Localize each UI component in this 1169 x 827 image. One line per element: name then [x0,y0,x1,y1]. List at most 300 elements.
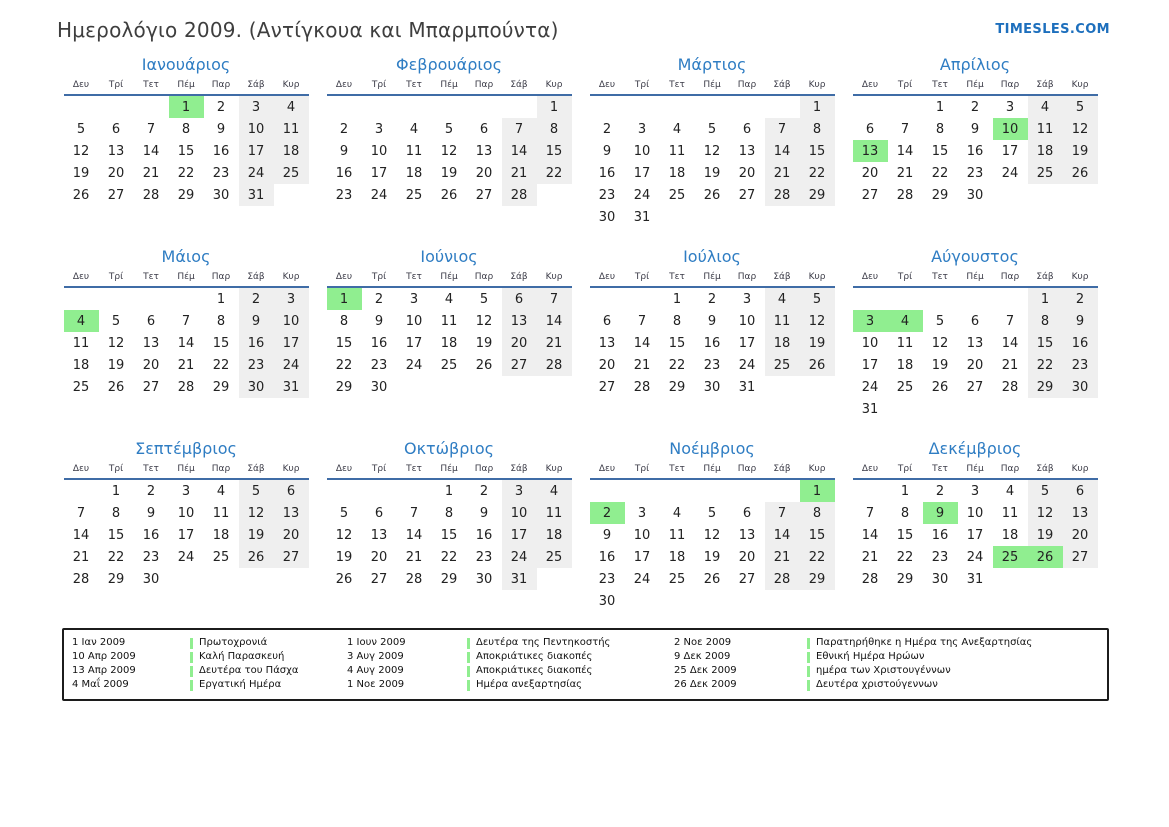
week-row [853,398,1098,420]
day-cell: 5 [239,479,274,502]
month-2 [325,56,573,228]
day-cell: 25 [274,162,309,184]
day-cell: 9 [239,310,274,332]
day-cell: 17 [633,165,651,181]
day-cell: 16 [335,165,353,181]
day-cell: 13 [107,143,125,159]
weekday-header: Πέμ [958,464,993,479]
day-cell: 31 [502,568,537,590]
empty-cell [327,479,362,502]
day-cell: 19 [703,549,721,565]
week-row [853,332,1098,354]
day-cell: 23 [598,187,616,203]
week-row [64,184,309,206]
day-cell: 13 [598,335,616,351]
weekday-header: Παρ [993,464,1028,479]
day-cell: 3 [637,505,647,521]
day-cell: 15 [107,527,125,543]
legend-labels-column [190,636,347,692]
holiday-marker-icon [467,638,470,649]
empty-cell [800,376,835,398]
weekday-header: Κυρ [274,80,309,95]
day-cell: 25 [72,379,90,395]
empty-cell [765,95,800,118]
week-row [590,568,835,590]
day-cell: 15 [537,140,572,162]
empty-cell [1063,398,1098,420]
day-cell: 17 [177,527,195,543]
weekday-header: Τετ [397,464,432,479]
week-row [64,162,309,184]
day-cell: 25 [440,357,458,373]
day-cell: 24 [1001,165,1019,181]
day-cell: 20 [738,549,756,565]
legend-entry [807,636,1099,650]
day-cell: 28 [177,379,195,395]
day-cell: 21 [537,332,572,354]
day-cell: 27 [966,379,984,395]
day-cell: 18 [896,357,914,373]
day-cell: 2 [602,121,612,137]
day-cell: 13 [966,335,984,351]
weekday-header: Τρί [625,80,660,95]
day-cell: 4 [274,95,309,118]
weekday-header: Τρί [362,464,397,479]
day-cell: 3 [637,121,647,137]
day-cell: 25 [537,546,572,568]
day-cell: 28 [765,568,800,590]
legend-labels-column [467,636,674,692]
day-cell: 3 [742,291,752,307]
month-6 [325,248,573,420]
day-cell: 10 [239,118,274,140]
day-cell: 22 [440,549,458,565]
day-cell: 10 [370,143,388,159]
day-cell: 15 [800,524,835,546]
empty-cell [169,287,204,310]
day-cell: 11 [765,310,800,332]
month-5 [62,248,310,420]
holiday-marker-icon [190,652,193,663]
day-cell: 29 [1028,376,1063,398]
weekday-header: Κυρ [800,464,835,479]
empty-cell [993,287,1028,310]
day-cell: 21 [72,549,90,565]
day-cell: 30 [931,571,949,587]
day-cell: 28 [405,571,423,587]
day-cell: 12 [800,310,835,332]
week-row [327,479,572,502]
legend-label: ημέρα των Χριστουγέννων [816,665,951,676]
week-row [64,502,309,524]
day-cell: 6 [374,505,384,521]
page-title: Ημερολόγιο 2009. (Αντίγκουα και Μπαρμπούντα) [57,18,559,42]
week-row [64,568,309,590]
day-cell: 5 [1028,479,1063,502]
day-cell: 1 [672,291,682,307]
day-cell: 1 [900,483,910,499]
legend-entry [467,664,674,678]
day-cell: 14 [896,143,914,159]
week-row [590,162,835,184]
day-cell: 10 [177,505,195,521]
day-cell: 30 [703,379,721,395]
empty-cell [625,95,660,118]
day-cell: 2 [479,483,489,499]
week-row [327,332,572,354]
weekday-header: Πέμ [695,272,730,287]
weekday-header: Τρί [888,272,923,287]
day-cell: 16 [239,332,274,354]
holiday-marker-icon [807,652,810,663]
weekday-header: Παρ [467,272,502,287]
month-title: Ιούλιος [683,247,741,266]
holiday-day-cell: 4 [888,310,923,332]
day-cell: 20 [142,357,160,373]
day-cell: 17 [861,357,879,373]
day-cell: 10 [738,313,756,329]
day-cell: 6 [742,505,752,521]
page-header [0,0,1169,42]
month-title: Αύγουστος [931,247,1019,266]
day-cell: 15 [896,527,914,543]
day-cell: 7 [181,313,191,329]
empty-cell [274,568,309,590]
day-cell: 24 [370,187,388,203]
weekday-header: Πέμ [695,80,730,95]
day-cell: 31 [861,401,879,417]
weekday-header: Δευ [853,80,888,95]
day-cell: 10 [502,502,537,524]
day-cell: 28 [633,379,651,395]
month-grid [327,272,572,398]
day-cell: 24 [177,549,195,565]
week-row [590,590,835,612]
month-grid [853,464,1098,590]
week-row [853,162,1098,184]
day-cell: 25 [668,571,686,587]
day-cell: 13 [502,310,537,332]
week-row [853,546,1098,568]
month-grid [327,80,572,206]
empty-cell [695,590,730,612]
day-cell: 8 [216,313,226,329]
weekday-header: Σάβ [502,80,537,95]
weekday-header: Παρ [467,464,502,479]
legend-entry [190,650,347,664]
holiday-marker-icon [807,680,810,691]
day-cell: 6 [274,479,309,502]
day-cell: 8 [900,505,910,521]
day-cell: 1 [111,483,121,499]
empty-cell [625,287,660,310]
weekday-header: Τρί [362,80,397,95]
day-cell: 22 [896,549,914,565]
weekday-header: Τρί [625,272,660,287]
day-cell: 6 [146,313,156,329]
day-cell: 19 [475,335,493,351]
empty-cell [537,184,572,206]
day-cell: 18 [405,165,423,181]
holiday-marker-icon [190,666,193,677]
holiday-day-cell: 25 [993,546,1028,568]
legend-label: Αποκριάτικες διακοπές [476,665,593,676]
legend-label: Καλή Παρασκευή [199,651,285,662]
legend-date: 13 Απρ 2009 [72,665,136,676]
day-cell: 5 [479,291,489,307]
weekday-header: Παρ [204,272,239,287]
weekday-header: Σάβ [1028,464,1063,479]
day-cell: 2 [239,287,274,310]
month-title: Ιούνιος [420,247,478,266]
weekday-header: Δευ [853,272,888,287]
day-cell: 12 [440,143,458,159]
empty-cell [800,206,835,228]
day-cell: 5 [707,505,717,521]
day-cell: 14 [405,527,423,543]
day-cell: 7 [765,502,800,524]
day-cell: 14 [502,140,537,162]
day-cell: 15 [668,335,686,351]
day-cell: 9 [339,143,349,159]
empty-cell [958,287,993,310]
day-cell: 12 [1028,502,1063,524]
legend-label: Πρωτοχρονιά [199,637,268,648]
holiday-marker-icon [467,652,470,663]
day-cell: 9 [707,313,717,329]
empty-cell [64,479,99,502]
empty-cell [362,95,397,118]
day-cell: 20 [598,357,616,373]
day-cell: 19 [440,165,458,181]
day-cell: 26 [1063,162,1098,184]
day-cell: 19 [239,524,274,546]
empty-cell [397,376,432,398]
day-cell: 27 [598,379,616,395]
day-cell: 13 [738,527,756,543]
month-title: Μάρτιος [677,55,747,74]
day-cell: 6 [865,121,875,137]
legend-entry [190,678,347,692]
day-cell: 5 [444,121,454,137]
weekday-header: Τρί [625,464,660,479]
holiday-day-cell: 9 [923,502,958,524]
week-row [590,310,835,332]
empty-cell [625,479,660,502]
empty-cell [730,479,765,502]
empty-cell [362,479,397,502]
week-row [327,118,572,140]
day-cell: 16 [370,335,388,351]
holiday-day-cell: 1 [327,287,362,310]
day-cell: 4 [216,483,226,499]
holiday-marker-icon [190,638,193,649]
empty-cell [537,568,572,590]
day-cell: 28 [896,187,914,203]
day-cell: 28 [142,187,160,203]
day-cell: 11 [668,143,686,159]
weekday-header: Σάβ [239,464,274,479]
day-cell: 23 [142,549,160,565]
week-row [327,568,572,590]
day-cell: 18 [212,527,230,543]
day-cell: 23 [703,357,721,373]
holiday-marker-icon [467,680,470,691]
week-row [590,502,835,524]
day-cell: 21 [502,162,537,184]
weekday-header: Τετ [134,272,169,287]
empty-cell [923,398,958,420]
empty-cell [695,206,730,228]
site-link[interactable]: TIMESLES.COM [995,22,1110,37]
legend-entry [190,636,347,650]
day-cell: 28 [502,184,537,206]
week-row [853,287,1098,310]
day-cell: 28 [72,571,90,587]
week-row [590,140,835,162]
day-cell: 18 [72,357,90,373]
day-cell: 10 [633,527,651,543]
day-cell: 20 [502,332,537,354]
weekday-header: Τετ [660,80,695,95]
day-cell: 27 [274,546,309,568]
holiday-day-cell: 26 [1028,546,1063,568]
day-cell: 7 [1005,313,1015,329]
day-cell: 11 [72,335,90,351]
empty-cell [660,479,695,502]
week-row [327,502,572,524]
legend-entry [467,650,674,664]
day-cell: 11 [274,118,309,140]
day-cell: 19 [72,165,90,181]
weekday-header: Παρ [730,464,765,479]
day-cell: 28 [1001,379,1019,395]
day-cell: 11 [1028,118,1063,140]
day-cell: 18 [274,140,309,162]
weekday-header: Κυρ [1063,272,1098,287]
empty-cell [397,95,432,118]
day-cell: 26 [107,379,125,395]
week-row [853,568,1098,590]
empty-cell [765,206,800,228]
holiday-legend [62,628,1109,701]
day-cell: 12 [335,527,353,543]
week-row [590,479,835,502]
empty-cell [660,590,695,612]
day-cell: 24 [966,549,984,565]
day-cell: 29 [800,184,835,206]
day-cell: 21 [861,549,879,565]
day-cell: 8 [537,118,572,140]
week-row [64,310,309,332]
day-cell: 2 [935,483,945,499]
weekday-header: Πέμ [432,464,467,479]
empty-cell [888,287,923,310]
day-cell: 2 [374,291,384,307]
day-cell: 17 [239,140,274,162]
day-cell: 9 [479,505,489,521]
weekday-header: Παρ [993,80,1028,95]
month-7 [588,248,836,420]
month-title: Σεπτέμβριος [135,439,237,458]
weekday-header: Τρί [99,464,134,479]
day-cell: 15 [335,335,353,351]
weekday-header: Σάβ [239,80,274,95]
months-grid [62,56,1109,612]
week-row [327,376,572,398]
day-cell: 16 [142,527,160,543]
empty-cell [660,206,695,228]
empty-cell [99,95,134,118]
day-cell: 21 [142,165,160,181]
day-cell: 11 [440,313,458,329]
empty-cell [853,479,888,502]
day-cell: 26 [72,187,90,203]
weekday-header: Σάβ [239,272,274,287]
day-cell: 8 [1028,310,1063,332]
weekday-header: Κυρ [537,464,572,479]
legend-entry [467,636,674,650]
day-cell: 31 [274,376,309,398]
day-cell: 5 [1063,95,1098,118]
holiday-day-cell: 10 [993,118,1028,140]
day-cell: 13 [274,502,309,524]
week-row [64,354,309,376]
day-cell: 17 [966,527,984,543]
weekday-header: Δευ [327,272,362,287]
day-cell: 3 [502,479,537,502]
day-cell: 25 [668,187,686,203]
weekday-header: Πέμ [169,80,204,95]
day-cell: 16 [212,143,230,159]
day-cell: 21 [896,165,914,181]
month-grid [64,272,309,398]
holiday-day-cell: 1 [169,95,204,118]
day-cell: 29 [931,187,949,203]
day-cell: 24 [738,357,756,373]
empty-cell [625,590,660,612]
weekday-header: Πέμ [169,464,204,479]
weekday-header: Δευ [853,464,888,479]
holiday-day-cell: 4 [64,310,99,332]
day-cell: 14 [537,310,572,332]
day-cell: 11 [405,143,423,159]
weekday-header: Παρ [204,80,239,95]
day-cell: 20 [966,357,984,373]
day-cell: 5 [76,121,86,137]
day-cell: 9 [1063,310,1098,332]
weekday-header: Κυρ [800,80,835,95]
day-cell: 20 [475,165,493,181]
day-cell: 5 [111,313,121,329]
weekday-header: Τετ [134,80,169,95]
weekday-header: Πέμ [695,464,730,479]
month-title: Απρίλιος [939,55,1011,74]
empty-cell [467,376,502,398]
day-cell: 7 [76,505,86,521]
day-cell: 9 [374,313,384,329]
day-cell: 8 [339,313,349,329]
day-cell: 16 [1063,332,1098,354]
day-cell: 10 [405,313,423,329]
day-cell: 3 [374,121,384,137]
day-cell: 29 [440,571,458,587]
week-row [590,206,835,228]
day-cell: 27 [502,354,537,376]
empty-cell [730,206,765,228]
week-row [327,184,572,206]
day-cell: 30 [239,376,274,398]
